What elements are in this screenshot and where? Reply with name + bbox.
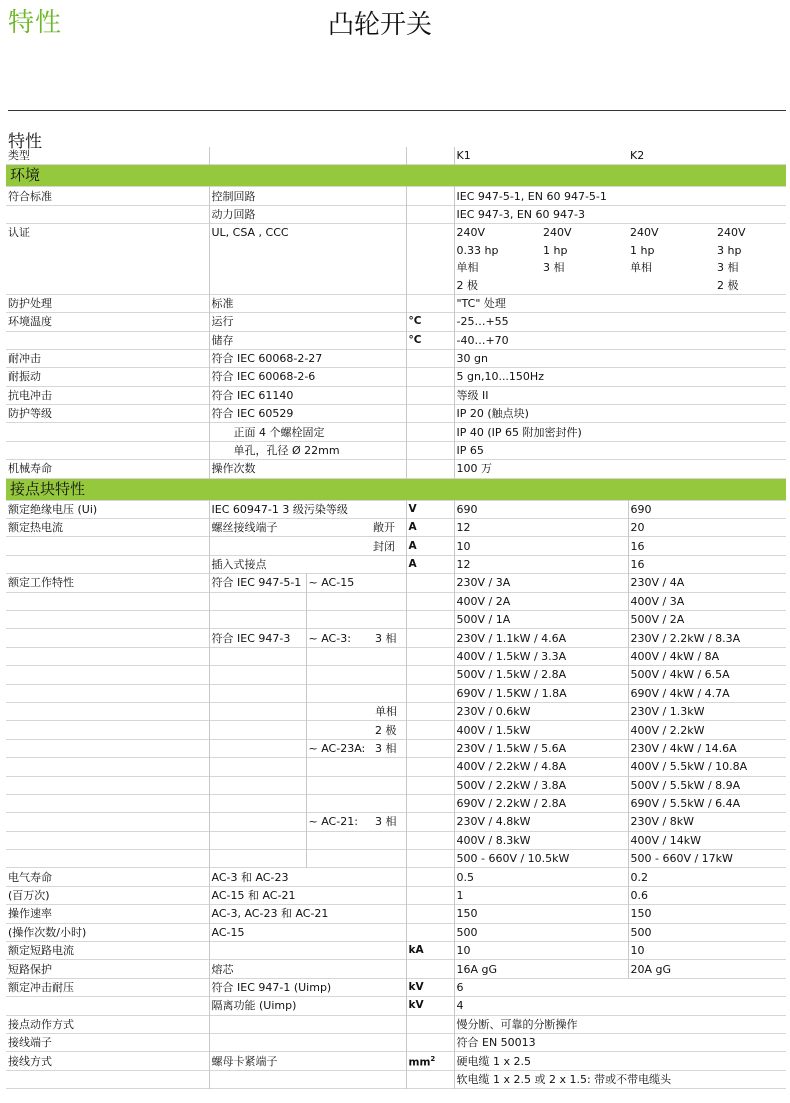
table-row: 短路保护 熔芯 16A gG 20A gG [6,960,786,978]
table-row: 400V / 1.5kW / 3.3A 400V / 4kW / 8A [6,647,786,665]
row-label: 类型 [8,149,30,163]
table-row: (操作次数/小时) AC-15 500 500 [6,923,786,941]
table-row: 耐振动 符合 IEC 60068-2-6 5 gn,10...150Hz [6,368,786,386]
row-label: 接点动作方式 [8,1017,74,1031]
table-row: 抗电冲击 符合 IEC 61140 等级 II [6,386,786,404]
table-row: 额定工作特性 符合 IEC 947-5-1 ~ AC-15 230V / 3A 230V / 4A [6,574,786,592]
band-title: 接点块特性 [6,478,786,500]
table-row: 690V / 2.2kW / 2.8A 690V / 5.5kW / 6.4A [6,794,786,812]
table-row: 防护等级 符合 IEC 60529 IP 20 (触点块) [6,405,786,423]
row-label: 短路保护 [8,962,52,976]
row-label: 接线方式 [8,1054,52,1068]
table-row: 隔离功能 (Uimp) kV 4 [6,997,786,1015]
table-row: 软电缆 1 x 2.5 或 2 x 1.5: 带或不带电缆头 [6,1070,786,1088]
row-label: 额定工作特性 [8,576,74,590]
table-row: 接线端子 符合 EN 50013 [6,1033,786,1051]
row-label: 电气寿命 [8,870,52,884]
table-row: 400V / 2.2kW / 4.8A 400V / 5.5kW / 10.8A [6,758,786,776]
table-row: 动力回路 IEC 947-3, EN 60 947-3 [6,205,786,223]
table-row: 插入式接点 A 12 16 [6,555,786,573]
header-divider [8,110,786,111]
table-row: 额定热电流 螺丝接线端子 敞开 A 12 20 [6,519,786,537]
table-row: 500 - 660V / 10.5kW 500 - 660V / 17kW [6,850,786,868]
col-k2: K2 [630,149,645,163]
table-row: 单相 230V / 0.6kW 230V / 1.3kW [6,702,786,720]
band-contact [6,478,786,500]
band-env [6,165,786,187]
table-row [6,147,786,165]
table-row: (百万次) AC-15 和 AC-21 1 0.6 [6,886,786,904]
section-label: 特性 [8,8,63,38]
row-label: 抗电冲击 [8,388,52,402]
table-row: 400V / 2A 400V / 3A [6,592,786,610]
spec-table [6,147,786,1089]
table-row: 接点动作方式 慢分断、可靠的分断操作 [6,1015,786,1033]
row-label: 额定短路电流 [8,944,74,958]
row-label: 耐振动 [8,370,41,384]
table-row: 2 极 2 极 [6,276,786,294]
row-label: 防护等级 [8,407,52,421]
unit-mm2: $mm^2$ [406,1052,454,1070]
table-row: 500V / 1.5kW / 2.8A 500V / 4kW / 6.5A [6,666,786,684]
table-row: 符合标准 控制回路 IEC 947-5-1, EN 60 947-5-1 [6,187,786,205]
table-row: 0.33 hp 1 hp 1 hp 3 hp [6,242,786,259]
table-row: 单相 3 相 单相 3 相 [6,259,786,276]
table-row: 500V / 2.2kW / 3.8A 500V / 5.5kW / 8.9A [6,776,786,794]
table-row: 操作速率 AC-3, AC-23 和 AC-21 150 150 [6,905,786,923]
table-row: 认证 UL, CSA , CCC 240V 240V 240V 240V [6,224,786,242]
table-row: 2 极 400V / 1.5kW 400V / 2.2kW [6,721,786,739]
section-title: 特性 [8,132,42,152]
row-label: 额定冲击耐压 [8,980,74,994]
table-row: 电气寿命 AC-3 和 AC-23 0.5 0.2 [6,868,786,886]
table-row: 耐冲击 符合 IEC 60068-2-27 30 gn [6,349,786,367]
table-row: 封闭 A 10 16 [6,537,786,555]
row-label: 机械寿命 [8,462,52,476]
band-title: 环境 [6,165,786,187]
table-row: 单孔，孔径 Ø 22mm IP 65 [6,441,786,459]
col-k1: K1 [454,147,628,165]
page-title: 凸轮开关 [328,10,433,40]
row-label: 环境温度 [8,315,52,329]
table-row: ~ AC-23A: 3 相 230V / 1.5kW / 5.6A 230V / 4kW / 14.6A [6,739,786,757]
row-label: 防护处理 [8,296,52,310]
row-label: 认证 [8,226,30,240]
table-row: 正面 4 个螺栓固定 IP 40 (IP 65 附加密封件) [6,423,786,441]
table-row: 防护处理 标准 "TC" 处理 [6,294,786,312]
row-label: 耐冲击 [8,352,41,366]
table-row: 符合 IEC 947-3 ~ AC-3: 3 相 230V / 1.1kW / 4.6A 230V / 2.2kW / 8.3A [6,629,786,647]
table-row: ~ AC-21: 3 相 230V / 4.8kW 230V / 8kW [6,813,786,831]
row-label: 符合标准 [8,189,52,203]
table-row: 500V / 1A 500V / 2A [6,610,786,628]
table-row: 额定短路电流 kA 10 10 [6,942,786,960]
row-label: 接线端子 [8,1036,52,1050]
row-label: 额定热电流 [8,521,63,535]
row-label: 操作速率 [8,907,52,921]
row-label: 额定绝缘电压 (Ui) [8,502,98,516]
table-row: 额定冲击耐压 符合 IEC 947-1 (Uimp) kV 6 [6,978,786,996]
table-row: 接线方式 螺母卡紧端子 $mm^2$ 硬电缆 1 x 2.5 [6,1052,786,1070]
table-row: 额定绝缘电压 (Ui) IEC 60947-1 3 级污染等级 V 690 690 [6,500,786,518]
table-row: 机械寿命 操作次数 100 万 [6,460,786,478]
table-row: 400V / 8.3kW 400V / 14kW [6,831,786,849]
table-row: 储存 °C -40…+70 [6,331,786,349]
table-row: 690V / 1.5KW / 1.8A 690V / 4kW / 4.7A [6,684,786,702]
table-row: 环境温度 运行 °C -25…+55 [6,313,786,331]
